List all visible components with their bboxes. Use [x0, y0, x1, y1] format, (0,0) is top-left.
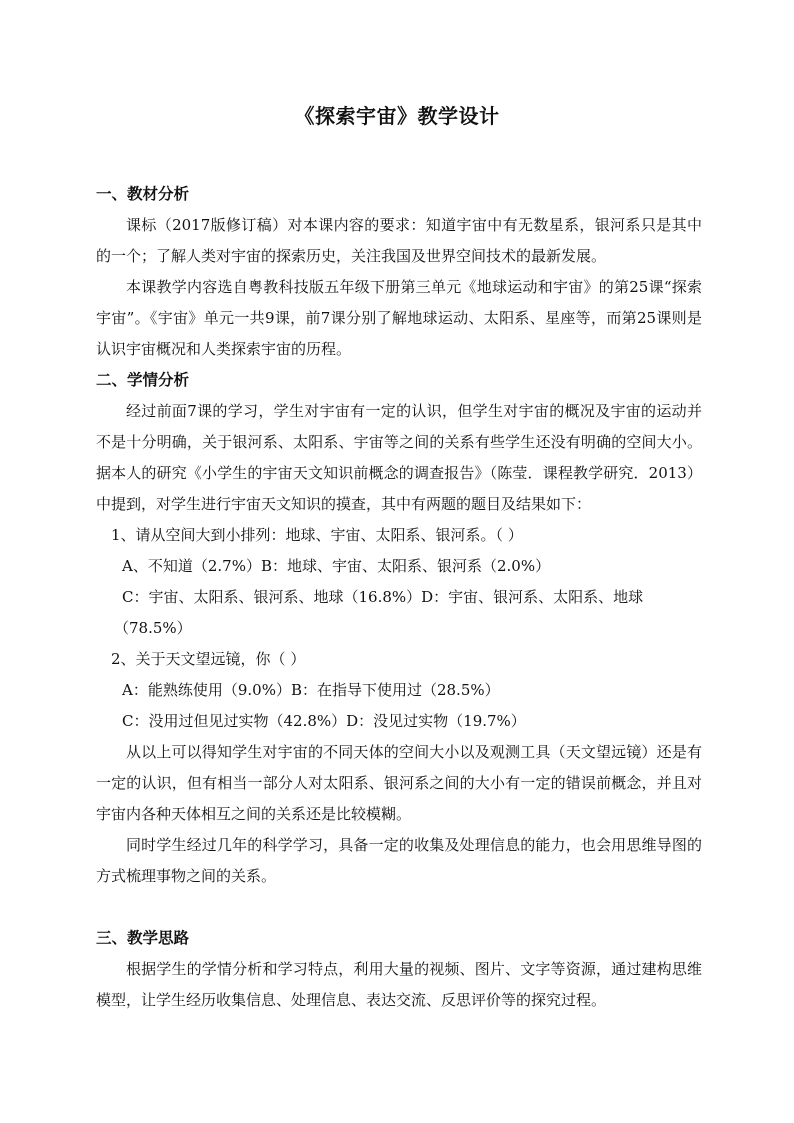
question-1-options-ab: A、不知道（2.7%）B：地球、宇宙、太阳系、银河系（2.0%） [122, 557, 551, 575]
section-heading: 二、学情分析 [96, 371, 190, 389]
question-1-options-cd-text: C：宇宙、太阳系、银河系、地球（16.8%）D：宇宙、银河系、太阳系、地球 [122, 588, 644, 606]
section-teaching-approach [96, 923, 702, 1016]
question-1-options-cd-continuation: （78.5%） [114, 619, 192, 637]
question-2-options-ab: A：能熟练使用（9.0%）B：在指导下使用过（28.5%） [122, 681, 500, 699]
section-student-analysis [96, 365, 702, 892]
document-title: 《探索宇宙》教学设计 [294, 104, 500, 128]
paragraph: 同时学生经过几年的科学学习，具备一定的收集及处理信息的能力，也会用思维导图的方式梳理事物之间的关系。 [96, 836, 702, 885]
section-heading: 三、教学思路 [96, 929, 190, 947]
question-1-options-cd [96, 582, 702, 644]
section-spacer [96, 892, 702, 923]
section-heading: 一、教材分析 [96, 185, 190, 203]
section-textbook-analysis [96, 179, 702, 365]
survey-question-2: 2、关于天文望远镜，你（ ） [111, 650, 306, 668]
document-body [96, 179, 702, 1016]
paragraph: 经过前面7课的学习，学生对宇宙有一定的认识，但学生对宇宙的概况及宇宙的运动并不是十分明确，关于银河系、太阳系、宇宙等之间的关系有些学生还没有明确的空间大小。据本人的研究《小学生的宇宙天文知识前概念的调查报告》（陈莹．课程教学研究．2013）中提到，对学生进行宇宙天文知识的摸查，其中有两题的题目及结果如下： [96, 402, 702, 513]
question-2-options-cd: C：没用过但见过实物（42.8%）D：没见过实物（19.7%） [122, 712, 526, 730]
paragraph: 本课教学内容选自粤教科技版五年级下册第三单元《地球运动和宇宙》的第25课“探索宇宙”。《宇宙》单元一共9课，前7课分别了解地球运动、太阳系、星座等，而第25课则是认识宇宙概况和人类探索宇宙的历程。 [96, 278, 702, 358]
paragraph: 根据学生的学情分析和学习特点，利用大量的视频、图片、文字等资源，通过建构思维模型，让学生经历收集信息、处理信息、表达交流、反思评价等的探究过程。 [96, 960, 702, 1009]
survey-question-1: 1、请从空间大到小排列：地球、宇宙、太阳系、银河系。（ ） [111, 526, 523, 544]
paragraph: 课标（2017版修订稿）对本课内容的要求：知道宇宙中有无数星系，银河系只是其中的一个；了解人类对宇宙的探索历史，关注我国及世界空间技术的最新发展。 [96, 216, 702, 265]
paragraph: 从以上可以得知学生对宇宙的不同天体的空间大小以及观测工具（天文望远镜）还是有一定的认识，但有相当一部分人对太阳系、银河系之间的大小有一定的错误前概念，并且对宇宙内各种天体相互之间的关系还是比较模糊。 [96, 743, 702, 823]
